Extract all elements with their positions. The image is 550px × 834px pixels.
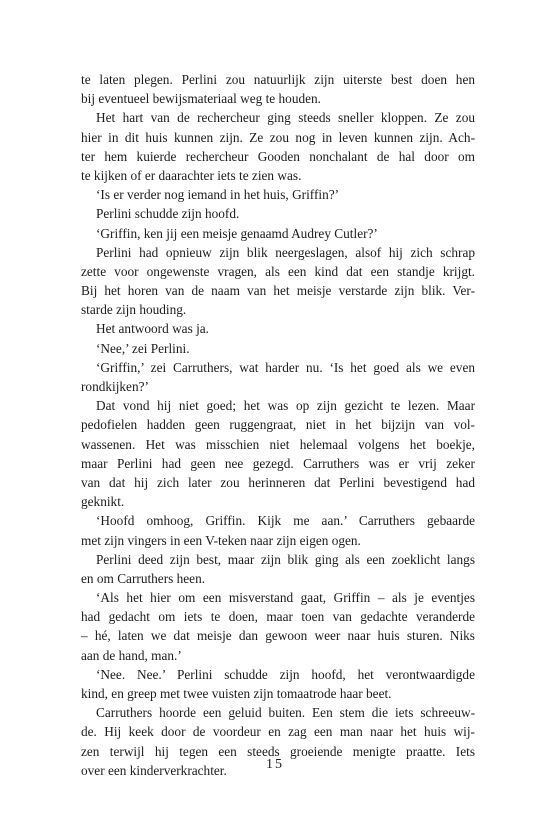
text-line: hier in dit huis kunnen zijn. Ze zou nog in leven kunnen zijn. Ach-: [81, 129, 475, 145]
text-line: ‘Griffin, ken jij een meisje genaamd Audrey Cutler?’: [96, 225, 378, 241]
text-line: ter hem kuierde rechercheur Gooden nonchalant de hal door om: [81, 148, 475, 164]
text-line: Perlini had opnieuw zijn blik neergeslagen, alsof hij zich schrap: [96, 244, 475, 260]
text-line: Carruthers hoorde een geluid buiten. Een stem die iets schreeuw-: [96, 705, 475, 721]
text-line: Perlini schudde zijn hoofd.: [96, 206, 240, 222]
text-line: kind, en greep met twee vuisten zijn tomaatrode haar beet.: [81, 686, 392, 701]
text-line: te laten plegen. Perlini zou natuurlijk zijn uiterste best doen hen: [81, 72, 475, 87]
text-line: pedofielen hadden geen ruggengraat, niet in het bijzijn van vol-: [81, 417, 475, 433]
text-line: met zijn vingers in een V-teken naar zijn eigen ogen.: [81, 532, 361, 548]
text-line: en om Carruthers heen.: [81, 570, 206, 586]
text-line: bij eventueel bewijsmateriaal weg te houden.: [81, 91, 321, 107]
text-line: ‘Griffin,’ zei Carruthers, wat harder nu. ‘Is het goed als we even: [96, 359, 475, 375]
text-line: rondkijken?’: [81, 379, 149, 394]
body-text: [81, 70, 475, 780]
text-line: van dat hij zich later zou herinneren dat Perlini bevestigend had: [81, 474, 475, 490]
text-line: aan de hand, man.’: [81, 647, 182, 663]
text-line: Dat vond hij niet goed; het was op zijn gezicht te lezen. Maar: [96, 398, 475, 414]
text-line: Perlini deed zijn best, maar zijn blik ging als een zoeklicht langs: [96, 551, 475, 567]
text-line: ‘Hoofd omhoog, Griffin. Kijk me aan.’ Carruthers gebaarde: [96, 513, 475, 529]
page-number: 15: [266, 757, 284, 772]
text-line: ‘Nee,’ zei Perlini.: [96, 340, 190, 356]
text-line: over een kinderverkrachter.: [81, 762, 227, 778]
text-line: wassenen. Het was misschien niet helemaal volgens het boekje,: [81, 436, 475, 452]
text-line: geknikt.: [81, 494, 125, 510]
text-line: Het hart van de rechercheur ging steeds sneller kloppen. Ze zou: [96, 110, 475, 126]
text-line: de. Hij keek door de voordeur en zag een man naar het huis wij-: [81, 724, 475, 740]
text-line: ‘Nee. Nee.’ Perlini schudde zijn hoofd, het verontwaardigde: [96, 666, 475, 682]
text-line: – hé, laten we dat meisje dan gewoon weer naar huis sturen. Niks: [81, 628, 475, 644]
text-line: Bij het horen van de naam van het meisje verstarde zijn blik. Ver-: [81, 283, 475, 299]
text-line: Het antwoord was ja.: [96, 321, 209, 337]
text-line: ‘Als het hier om een misverstand gaat, Griffin – als je eventjes: [96, 590, 475, 606]
text-line: zette voor ongewenste vragen, als een kind dat een standje krijgt.: [81, 263, 475, 279]
text-line: had gedacht om iets te doen, maar toen van gedachte veranderde: [81, 609, 475, 625]
text-line: maar Perlini had geen nee gezegd. Carruthers was er vrij zeker: [81, 455, 475, 471]
text-line: ‘Is er verder nog iemand in het huis, Griffin?’: [96, 187, 340, 203]
text-line: zen terwijl hij tegen een steeds groeiende menigte praatte. Iets: [81, 743, 475, 759]
text-line: starde zijn houding.: [81, 302, 187, 318]
text-line: te kijken of er daarachter iets te zien was.: [81, 167, 302, 183]
